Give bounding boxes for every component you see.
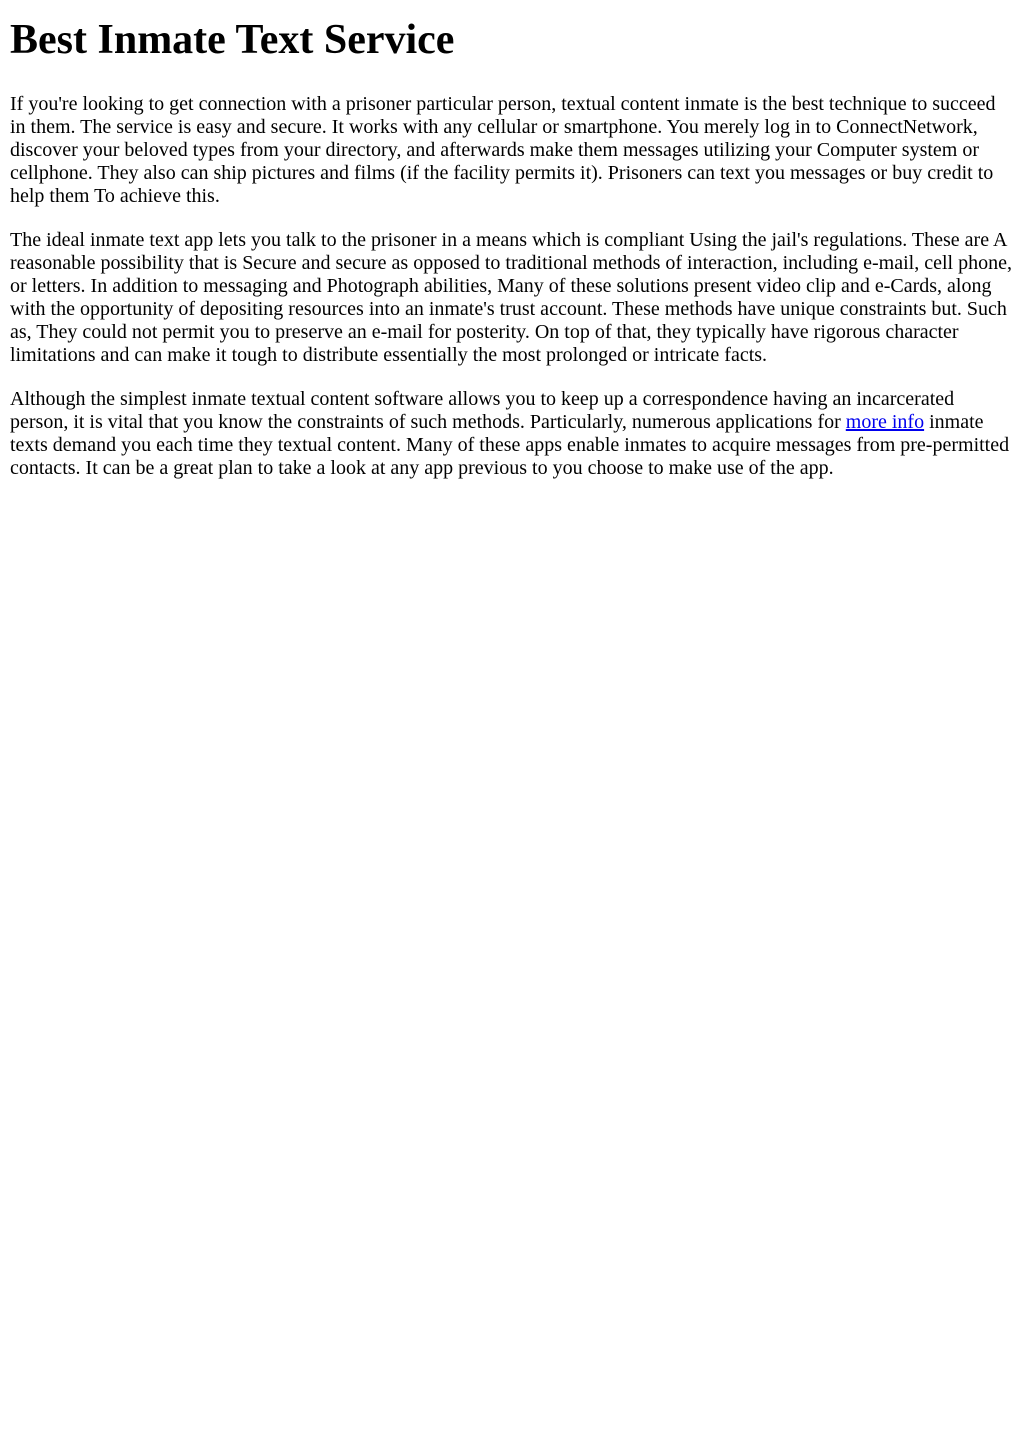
more-info-link[interactable]: more info: [845, 411, 925, 434]
paragraph-3: [10, 388, 1014, 480]
paragraph-2: The ideal inmate text app lets you talk to the prisoner in a means which is compliant Using the jail's regulations. These are A reasonable possibility that is Secure and secure as opposed to traditional methods of interaction, including e-mail, cell phone, or letters. In addition to messaging and Photograph abilities, Many of these solutions present video clip and e-Cards, along with the opportunity of depositing resources into an inmate's trust account. These methods have unique constraints but. Such as, They could not permit you to preserve an e-mail for posterity. On top of that, they typically have rigorous character limitations and can make it tough to distribute essentially the most prolonged or intricate facts.: [10, 229, 1012, 367]
paragraph-1: If you're looking to get connection with a prisoner particular person, textual content inmate is the best technique to succeed in them. The service is easy and secure. It works with any cellular or smartphone. You merely log in to ConnectNetwork, discover your beloved types from your directory, and afterwards make them messages utilizing your Computer system or cellphone. They also can ship pictures and films (if the facility permits it). Prisoners can text you messages or buy credit to help them To achieve this.: [10, 93, 996, 208]
paragraph-3-text-before-link: Although the simplest inmate textual content software allows you to keep up a correspondence having an incarcerated person, it is vital that you know the constraints of such methods. Particularly, numerous applications for: [10, 388, 955, 434]
page-title: Best Inmate Text Service: [10, 17, 455, 63]
article: [10, 16, 1014, 480]
paragraph-3-text-after-link: inmate texts demand you each time they textual content. Many of these apps enable inmates to acquire messages from pre-permitted contacts. It can be a great plan to take a look at any app previous to you choose to make use of the app.: [10, 411, 1010, 480]
